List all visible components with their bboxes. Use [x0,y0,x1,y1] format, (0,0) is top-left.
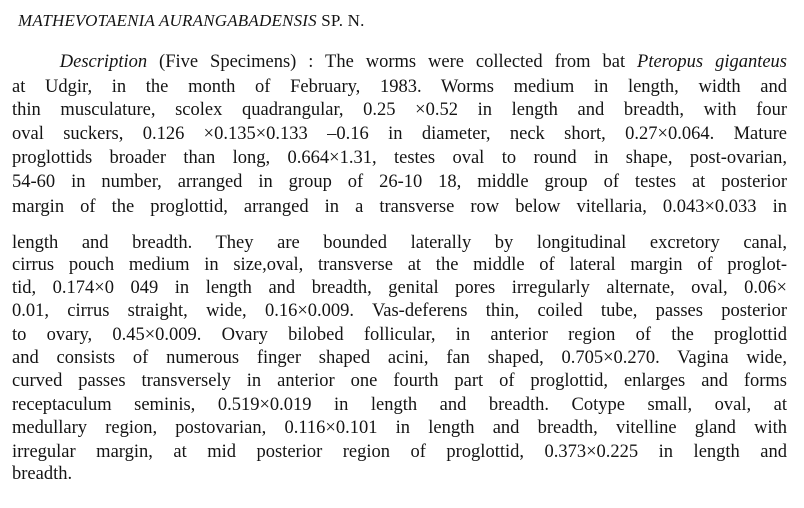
paragraph-line: medullary region, postovarian, 0.116×0.101 in length and breadth, vitelline gland with [12,418,787,438]
paragraph-line: length and breadth. They are bounded laterally by longitudinal excretory canal, [12,233,787,253]
paragraph-line: tid, 0.174×0 049 in length and breadth, genital pores irregularly alternate, oval, 0.06× [12,278,787,298]
paragraph-line: 0.01, cirrus straight, wide, 0.16×0.009. Vas-deferens thin, coiled tube, passes posterior [12,301,787,321]
paragraph-line: irregular margin, at mid posterior region of proglottid, 0.373×0.225 in length and [12,442,787,462]
paragraph-line: and consists of numerous finger shaped acini, fan shaped, 0.705×0.270. Vagina wide, [12,348,787,368]
species-name: MATHEVOTAENIA AURANGABADENSIS [18,11,317,30]
paragraph-line: cirrus pouch medium in size,oval, transverse at the middle of lateral margin of proglot- [12,255,787,275]
description-label: Description [59,52,148,72]
paragraph-line: margin of the proglottid, arranged in a transverse row below vitellaria, 0.043×0.033 in [12,197,787,217]
paragraph-line: receptaculum seminis, 0.519×0.019 in length and breadth. Cotype small, oval, at [12,395,787,415]
paragraph-line: thin musculature, scolex quadrangular, 0.25 ×0.52 in length and breadth, with four [12,100,787,120]
paragraph-line: at Udgir, in the month of February, 1983. Worms medium in length, width and [12,77,787,97]
section-title [18,11,365,31]
paragraph-line: breadth. [12,464,73,484]
host-name: Pteropus giganteus [637,52,788,72]
paragraph-line: to ovary, 0.45×0.009. Ovary bilobed follicular, in anterior region of the proglottid [12,325,787,345]
paragraph-line: oval suckers, 0.126 ×0.135×0.133 –0.16 in diameter, neck short, 0.27×0.064. Mature [12,124,787,144]
description-text: (Five Specimens) : The worms were collected from bat [147,52,638,72]
paragraph-line: curved passes transversely in anterior one fourth part of proglottid, enlarges and forms [12,371,787,391]
paragraph-line: 54-60 in number, arranged in group of 26-10 18, middle group of testes at posterior [12,172,787,192]
paragraph-line-1 [12,51,787,73]
species-suffix: SP. N. [316,11,365,30]
paragraph-line: proglottids broader than long, 0.664×1.31, testes oval to round in shape, post-ovarian, [12,148,787,168]
